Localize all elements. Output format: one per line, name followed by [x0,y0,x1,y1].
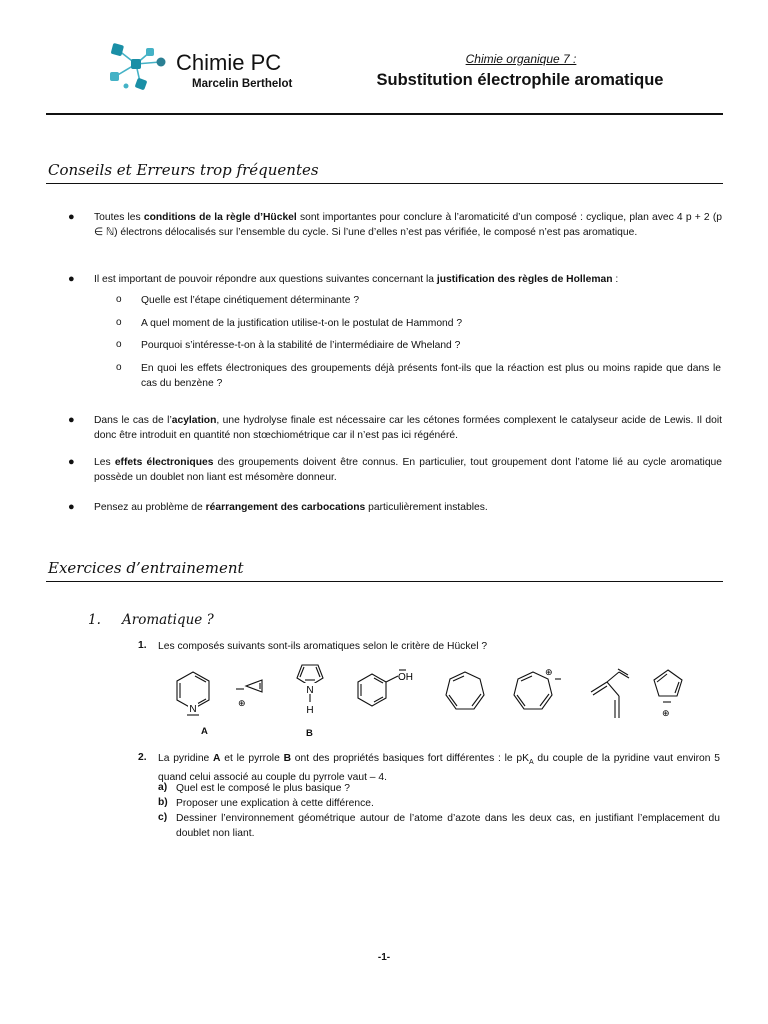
molecule-phenol [352,668,418,714]
tip-holleman: Il est important de pouvoir répondre aux questions suivantes concernant la justification des règles de Holleman : [94,274,619,285]
page-number: -1- [377,952,391,963]
charge-plus: ⊕ [662,709,670,719]
chapter-title: Substitution électrophile aromatique [376,71,664,89]
bullet-icon: ● [68,501,75,513]
question-number: 2. [138,752,147,763]
question-item: En quoi les effets électroniques des groupements déjà présents font-ils que la réaction est plus ou moins rapide que dans le cas du benzène ? [141,363,721,389]
bullet-icon: ● [68,273,75,285]
tip-huckel: Toutes les conditions de la règle d’Hückel sont importantes pour conclure à l’aromaticité d’un composé : cyclique, plan avec 4 p + 2 (p ∈ ℕ) électrons délocalisés sur l’ensemble du cycle. Si l’une d’elles n’est pas vérifiée, le composé n’est pas aromatique. [94,212,722,238]
sub-item-text: Quel est le composé le plus basique ? [176,783,351,794]
tip-acylation: Dans le cas de l’acylation, une hydrolyse finale est nécessaire car les cétones formées complexent le catalyseur acide de Lewis. Il doit donc être introduit en quantité non stœchiométrique car il n’est pas ici régénéré. [94,415,722,441]
circle-bullet-icon: o [116,294,122,305]
author-name: Marcelin Berthelot [192,78,293,90]
sub-item-letter: a) [158,782,168,793]
bullet-icon: ● [68,456,75,468]
section-title-exercices: Exercices d’entrainement [48,559,244,577]
exercise-number: 1. [88,612,101,628]
sub-item-letter: b) [158,797,168,808]
exercise-title: Aromatique ? [122,612,214,628]
question-text-pka: La pyridine A et le pyrrole B ont des propriétés basiques fort différentes : le $pK_A$ du couple de la pyridine vaut environ 5 quand celui associé au couple du pyrrole vaut – 4. [158,753,720,783]
circle-bullet-icon: o [116,339,122,350]
molecule-cyclopropenyl [232,670,272,716]
molecule-tropylium [508,662,568,718]
question-number: 1. [138,640,147,651]
header-rule [46,113,723,115]
charge-plus: ⊕ [545,668,553,678]
question-item: Quelle est l’étape cinétiquement déterminante ? [141,295,360,306]
section-rule [46,183,723,184]
tip-carbocations: Pensez au problème de réarrangement des carbocations particulièrement instables. [94,502,488,513]
molecule-dendralene [585,662,631,722]
sub-item-text: Dessiner l’environnement géométrique autour de l’atome d’azote dans les deux cas, en justifiant l’emplacement du doublet non liant. [176,813,720,839]
atom-h: H [306,705,314,716]
sub-item-letter: c) [158,812,168,823]
molecule-cyclopentadienyl [648,664,692,720]
course-label: Chimie organique 7 : [465,52,577,66]
question-item: A quel moment de la justification utilise-t-on le postulat de Hammond ? [141,318,463,329]
sub-item-text: Proposer une explication à cette différence. [176,798,374,809]
molecule-cycloheptatriene [440,668,490,718]
bullet-icon: ● [68,211,75,223]
molecule-pyrrole [290,662,330,722]
atom-n: N [189,704,197,715]
label-a: A [201,726,208,737]
label-b: B [306,728,313,739]
chimie-pc-logo [106,40,168,92]
charge-plus: ⊕ [238,699,246,709]
question-text: Les composés suivants sont-ils aromatiques selon le critère de Hückel ? [158,641,488,652]
atom-oh: OH [398,672,413,683]
section-title-conseils: Conseils et Erreurs trop fréquentes [48,161,319,179]
question-item: Pourquoi s’intéresse-t-on à la stabilité de l’intermédiaire de Wheland ? [141,340,461,351]
circle-bullet-icon: o [116,317,122,328]
circle-bullet-icon: o [116,362,122,373]
atom-n: N [306,685,314,696]
section-rule [46,581,723,582]
molecule-pyridine [168,668,218,720]
tip-effets: Les effets électroniques des groupements doivent être connus. En particulier, tout groupement dont l’atome lié au cycle aromatique possède un doublet non liant est mésomère donneur. [94,457,723,483]
brand-name: Chimie PC [176,50,282,75]
bullet-icon: ● [68,414,75,426]
